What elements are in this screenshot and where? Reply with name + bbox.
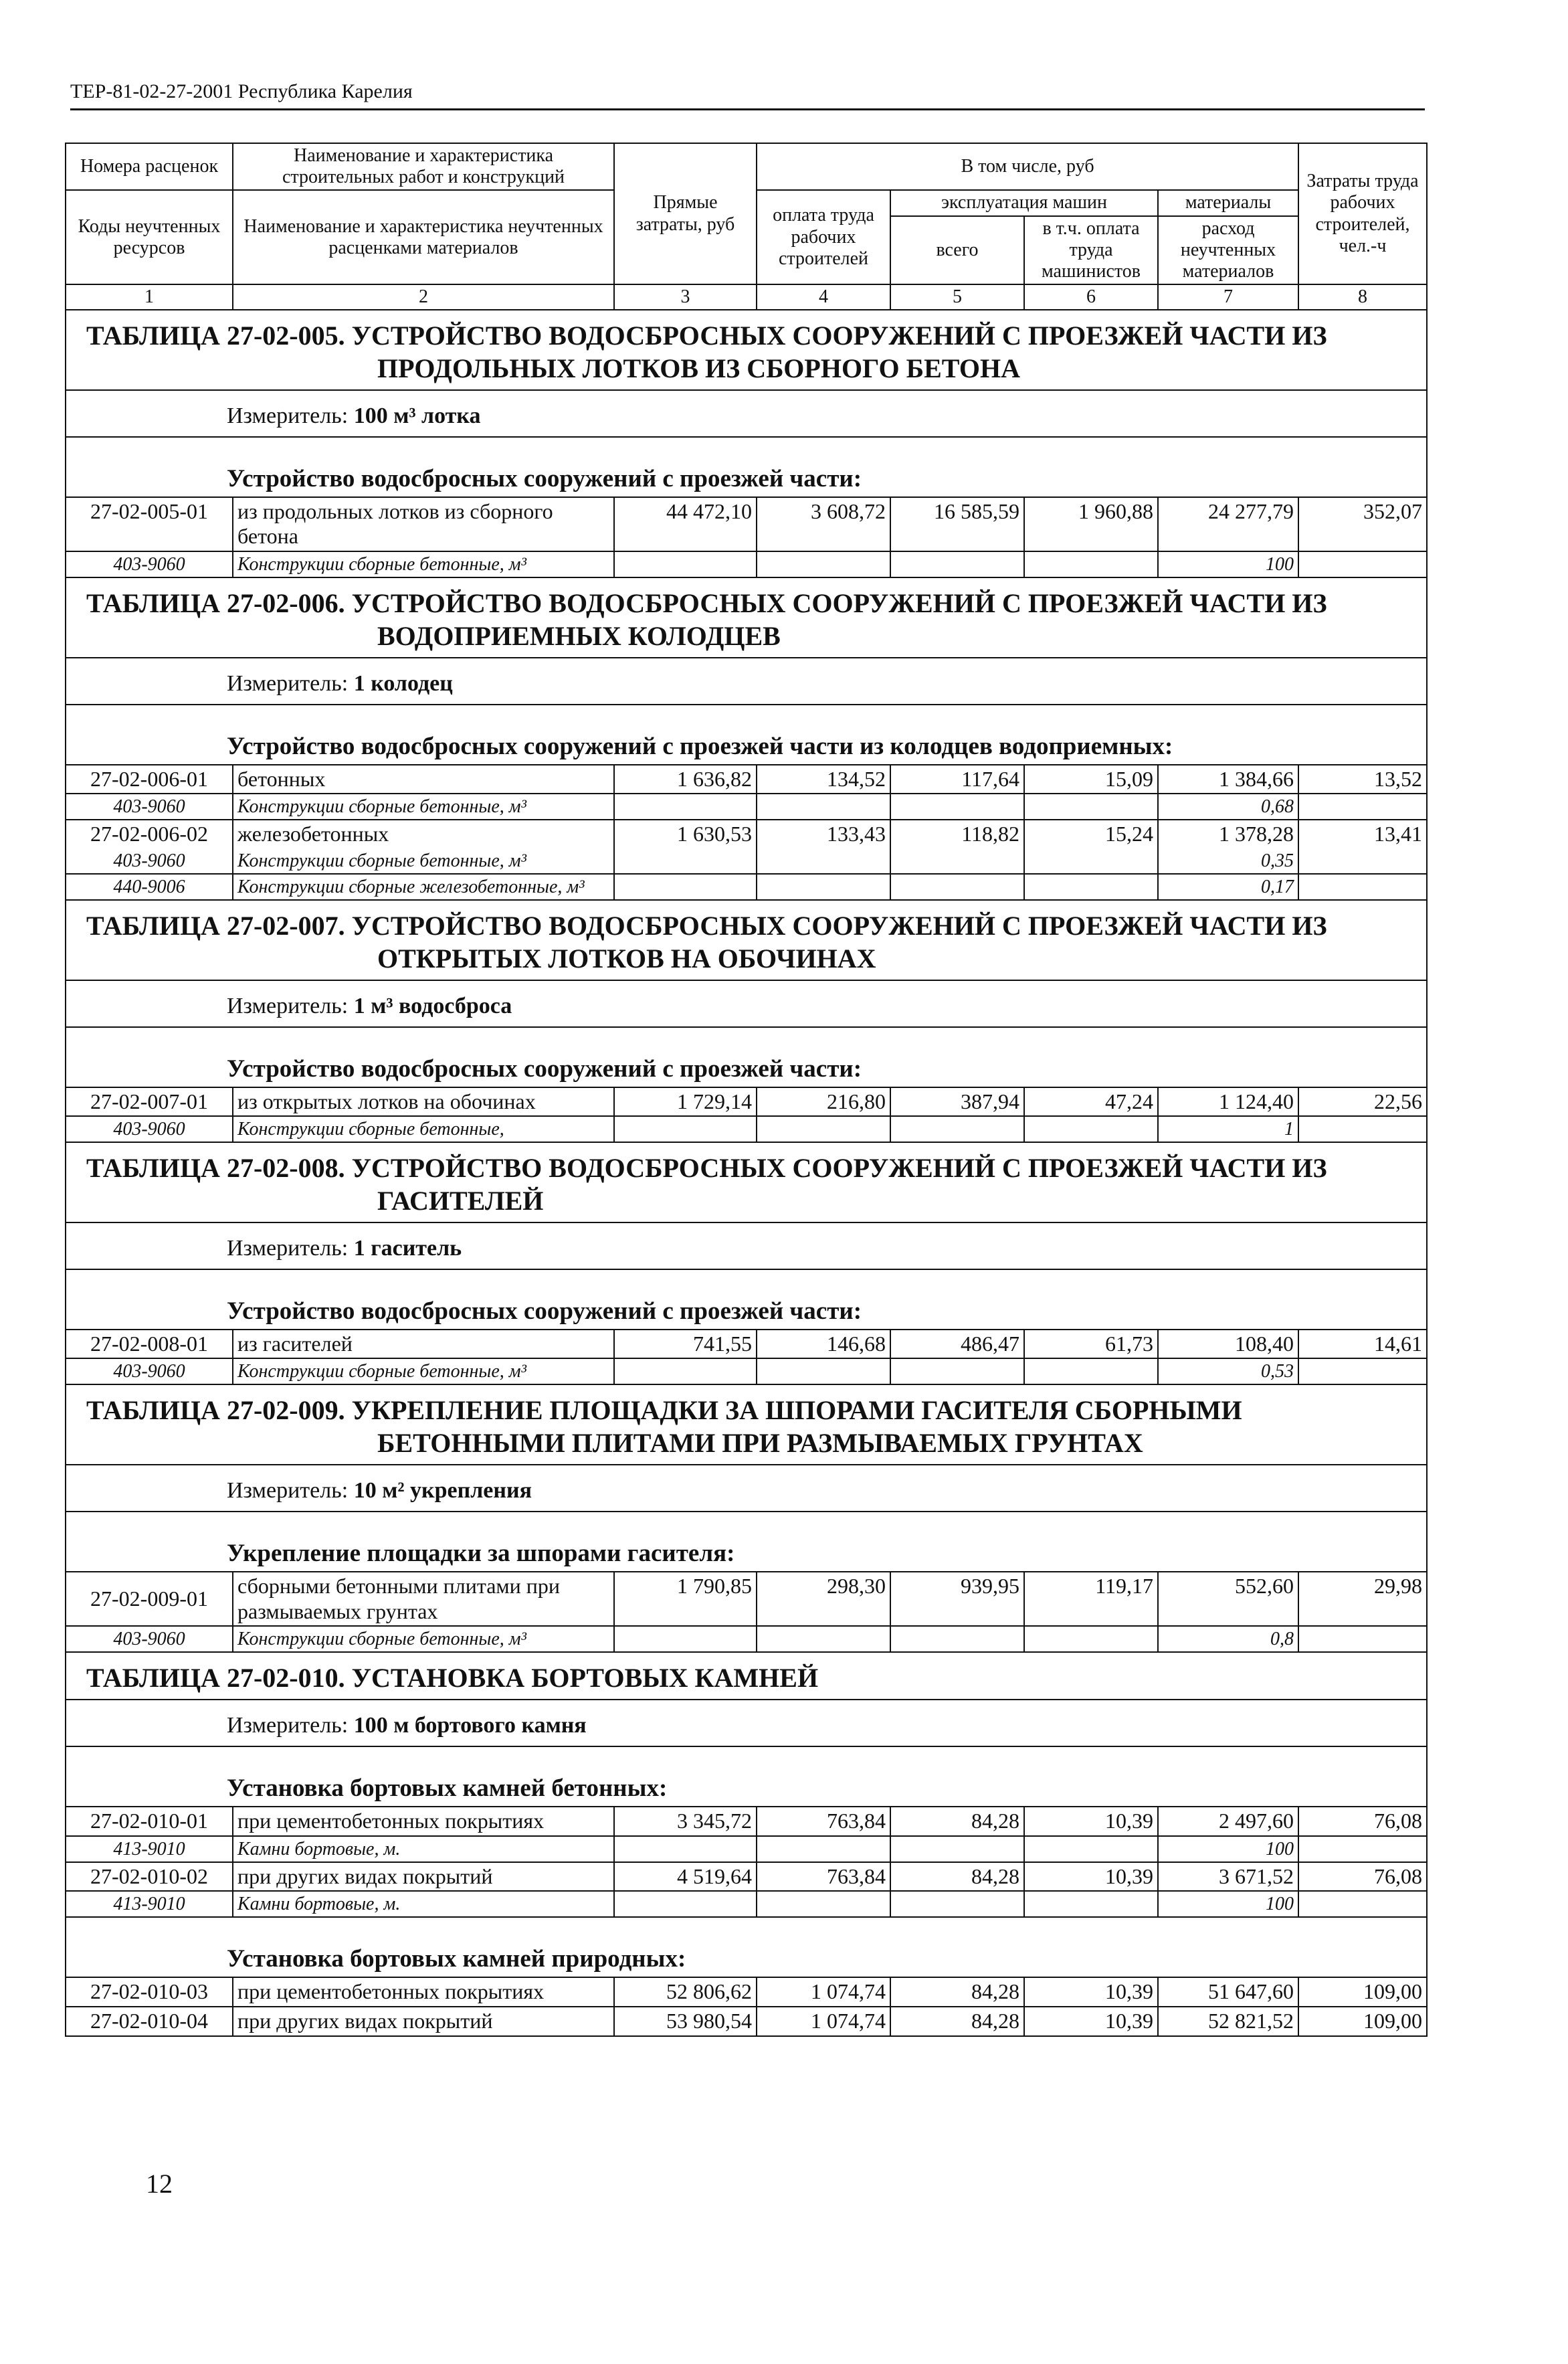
resource-usage: 100 [1158,1891,1298,1917]
rate-code: 27-02-010-01 [66,1807,233,1836]
measure-008: Измеритель: 1 гаситель [66,1222,1427,1269]
work-name: из гасителей [233,1330,614,1359]
direct-costs: 1 729,14 [614,1087,757,1117]
materials: 52 821,52 [1158,2007,1298,2036]
direct-costs: 44 472,10 [614,497,757,552]
section-title-008: ТАБЛИЦА 27-02-008. УСТРОЙСТВО ВОДОСБРОСНЫХ СООРУЖЕНИЙ С ПРОЕЗЖЕЙ ЧАСТИ ИЗ ГАСИТЕЛЕЙ [66,1142,1427,1222]
resource-usage: 0,53 [1158,1358,1298,1384]
resource-usage: 0,68 [1158,794,1298,820]
resource-usage: 0,8 [1158,1626,1298,1652]
table-row [66,2007,1427,2036]
machine-total: 486,47 [890,1330,1024,1359]
col-header-work-name: Наименование и характеристика строительных работ и конструкций [233,143,614,190]
measure-007: Измеритель: 1 м³ водосброса [66,980,1427,1027]
materials: 108,40 [1158,1330,1298,1359]
worker-pay: 216,80 [757,1087,890,1117]
column-number: 1 [66,284,233,310]
rate-code: 27-02-010-04 [66,2007,233,2036]
materials: 1 378,28 [1158,820,1298,848]
column-number: 7 [1158,284,1298,310]
worker-pay: 134,52 [757,765,890,794]
direct-costs: 4 519,64 [614,1862,757,1892]
section-title-005: ТАБЛИЦА 27-02-005. УСТРОЙСТВО ВОДОСБРОСНЫХ СООРУЖЕНИЙ С ПРОЕЗЖЕЙ ЧАСТИ ИЗ ПРОДОЛЬНЫХ ЛОТКОВ ИЗ СБОРНОГО БЕТОНА [66,310,1427,390]
rate-code: 27-02-008-01 [66,1330,233,1359]
group-title-010-concrete: Установка бортовых камней бетонных: [66,1746,1427,1807]
table-row [66,1862,1427,1892]
resource-code: 403-9060 [66,794,233,820]
measure-010: Измеритель: 100 м бортового камня [66,1700,1427,1746]
resource-row [66,848,1427,874]
column-number-row [66,284,1427,310]
operator-pay: 61,73 [1024,1330,1158,1359]
table-row [66,1087,1427,1117]
rate-code: 27-02-005-01 [66,497,233,552]
operator-pay: 10,39 [1024,2007,1158,2036]
direct-costs: 3 345,72 [614,1807,757,1836]
resource-code: 403-9060 [66,1116,233,1142]
machine-total: 939,95 [890,1572,1024,1627]
operator-pay: 10,39 [1024,1977,1158,2007]
worker-pay: 146,68 [757,1330,890,1359]
col-header-labor-costs: Затраты труда рабочих строителей, чел.-ч [1298,143,1427,284]
resource-name: Конструкции сборные бетонные, м³ [233,794,614,820]
page-number: 12 [146,2169,173,2199]
resource-code: 403-9060 [66,1358,233,1384]
labor-costs: 13,52 [1298,765,1427,794]
resource-usage: 0,17 [1158,874,1298,900]
materials: 1 384,66 [1158,765,1298,794]
work-name: при других видах покрытий [233,2007,614,2036]
column-number: 5 [890,284,1024,310]
work-name: сборными бетонными плитами при размываемых грунтах [233,1572,614,1627]
section-title-006: ТАБЛИЦА 27-02-006. УСТРОЙСТВО ВОДОСБРОСНЫХ СООРУЖЕНИЙ С ПРОЕЗЖЕЙ ЧАСТИ ИЗ ВОДОПРИЕМНЫХ КОЛОДЦЕВ [66,577,1427,658]
resource-name: Конструкции сборные бетонные, м³ [233,848,614,874]
materials: 2 497,60 [1158,1807,1298,1836]
resource-row [66,1116,1427,1142]
rate-code: 27-02-010-03 [66,1977,233,2007]
direct-costs: 1 636,82 [614,765,757,794]
labor-costs: 13,41 [1298,820,1427,848]
table-row [66,1977,1427,2007]
resource-row [66,1836,1427,1862]
direct-costs: 52 806,62 [614,1977,757,2007]
labor-costs: 109,00 [1298,2007,1427,2036]
col-header-material-usage: расход неучтенных материалов [1158,216,1298,285]
group-title-008: Устройство водосбросных сооружений с проезжей части: [66,1269,1427,1330]
resource-code: 403-9060 [66,848,233,874]
resource-name: Камни бортовые, м. [233,1836,614,1862]
labor-costs: 76,08 [1298,1807,1427,1836]
work-name: при цементобетонных покрытиях [233,1977,614,2007]
column-number: 8 [1298,284,1427,310]
worker-pay: 763,84 [757,1807,890,1836]
materials: 51 647,60 [1158,1977,1298,2007]
column-number: 2 [233,284,614,310]
machine-total: 16 585,59 [890,497,1024,552]
rate-code: 27-02-006-01 [66,765,233,794]
column-number: 6 [1024,284,1158,310]
column-number: 4 [757,284,890,310]
operator-pay: 10,39 [1024,1807,1158,1836]
col-header-direct-costs: Прямые затраты, руб [614,143,757,284]
col-header-machine-operation: эксплуатация машин [890,190,1158,215]
resource-code: 440-9006 [66,874,233,900]
machine-total: 387,94 [890,1087,1024,1117]
section-title-007: ТАБЛИЦА 27-02-007. УСТРОЙСТВО ВОДОСБРОСНЫХ СООРУЖЕНИЙ С ПРОЕЗЖЕЙ ЧАСТИ ИЗ ОТКРЫТЫХ ЛОТКОВ НА ОБОЧИНАХ [66,900,1427,980]
group-title-005: Устройство водосбросных сооружений с проезжей части: [66,437,1427,497]
work-name: бетонных [233,765,614,794]
worker-pay: 1 074,74 [757,2007,890,2036]
resource-row [66,794,1427,820]
section-title-010: ТАБЛИЦА 27-02-010. УСТАНОВКА БОРТОВЫХ КАМНЕЙ [66,1652,1427,1700]
worker-pay: 133,43 [757,820,890,848]
group-title-010-natural: Установка бортовых камней природных: [66,1917,1427,1977]
work-name: при других видах покрытий [233,1862,614,1892]
measure-005: Измеритель: 100 м³ лотка [66,390,1427,437]
materials: 3 671,52 [1158,1862,1298,1892]
group-title-007: Устройство водосбросных сооружений с проезжей части: [66,1027,1427,1087]
labor-costs: 109,00 [1298,1977,1427,2007]
resource-row [66,551,1427,577]
labor-costs: 352,07 [1298,497,1427,552]
labor-costs: 29,98 [1298,1572,1427,1627]
resource-code: 413-9010 [66,1836,233,1862]
resource-code: 413-9010 [66,1891,233,1917]
machine-total: 84,28 [890,2007,1024,2036]
col-header-materials: материалы [1158,190,1298,215]
table-row [66,497,1427,552]
work-name: железобетонных [233,820,614,848]
labor-costs: 14,61 [1298,1330,1427,1359]
col-header-including: В том числе, руб [757,143,1298,190]
col-header-worker-pay: оплата труда рабочих строителей [757,190,890,284]
col-header-resource-codes: Коды неучтенных ресурсов [66,190,233,284]
machine-total: 84,28 [890,1862,1024,1892]
operator-pay: 47,24 [1024,1087,1158,1117]
work-name: из открытых лотков на обочинах [233,1087,614,1117]
rate-code: 27-02-010-02 [66,1862,233,1892]
rates-table [65,143,1428,2037]
resource-name: Камни бортовые, м. [233,1891,614,1917]
table-header-row-1 [66,143,1427,190]
resource-usage: 100 [1158,1836,1298,1862]
direct-costs: 741,55 [614,1330,757,1359]
resource-usage: 1 [1158,1116,1298,1142]
direct-costs: 1 630,53 [614,820,757,848]
table-row [66,1807,1427,1836]
resource-row [66,1891,1427,1917]
materials: 1 124,40 [1158,1087,1298,1117]
resource-row [66,1358,1427,1384]
machine-total: 118,82 [890,820,1024,848]
rate-code: 27-02-009-01 [66,1572,233,1627]
operator-pay: 15,24 [1024,820,1158,848]
labor-costs: 76,08 [1298,1862,1427,1892]
group-title-009: Укрепление площадки за шпорами гасителя: [66,1512,1427,1572]
direct-costs: 1 790,85 [614,1572,757,1627]
resource-row [66,1626,1427,1652]
worker-pay: 763,84 [757,1862,890,1892]
column-number: 3 [614,284,757,310]
measure-006: Измеритель: 1 колодец [66,658,1427,705]
section-title-009: ТАБЛИЦА 27-02-009. УКРЕПЛЕНИЕ ПЛОЩАДКИ ЗА ШПОРАМИ ГАСИТЕЛЯ СБОРНЫМИ БЕТОННЫМИ ПЛИТАМИ ПРИ РАЗМЫВАЕМЫХ ГРУНТАХ [66,1384,1427,1465]
resource-usage: 100 [1158,551,1298,577]
col-header-operator-pay: в т.ч. оплата труда машинистов [1024,216,1158,285]
col-header-total: всего [890,216,1024,285]
resource-usage: 0,35 [1158,848,1298,874]
materials: 552,60 [1158,1572,1298,1627]
operator-pay: 15,09 [1024,765,1158,794]
page-header: ТЕР-81-02-27-2001 Республика Карелия [70,80,1425,110]
operator-pay: 1 960,88 [1024,497,1158,552]
rate-code: 27-02-006-02 [66,820,233,848]
worker-pay: 298,30 [757,1572,890,1627]
rate-code: 27-02-007-01 [66,1087,233,1117]
table-row [66,1572,1427,1627]
resource-name: Конструкции сборные бетонные, м³ [233,1626,614,1652]
machine-total: 117,64 [890,765,1024,794]
labor-costs: 22,56 [1298,1087,1427,1117]
machine-total: 84,28 [890,1807,1024,1836]
operator-pay: 10,39 [1024,1862,1158,1892]
resource-name: Конструкции сборные железобетонные, м³ [233,874,614,900]
resource-name: Конструкции сборные бетонные, м³ [233,1358,614,1384]
work-name: из продольных лотков из сборного бетона [233,497,614,552]
table-row [66,820,1427,848]
materials: 24 277,79 [1158,497,1298,552]
worker-pay: 3 608,72 [757,497,890,552]
table-row [66,1330,1427,1359]
col-header-material-name: Наименование и характеристика неучтенных расценками материалов [233,190,614,284]
col-header-rate-number: Номера расценок [66,143,233,190]
table-row [66,765,1427,794]
worker-pay: 1 074,74 [757,1977,890,2007]
resource-name: Конструкции сборные бетонные, м³ [233,551,614,577]
resource-name: Конструкции сборные бетонные, [233,1116,614,1142]
group-title-006: Устройство водосбросных сооружений с проезжей части из колодцев водоприемных: [66,705,1427,765]
work-name: при цементобетонных покрытиях [233,1807,614,1836]
machine-total: 84,28 [890,1977,1024,2007]
direct-costs: 53 980,54 [614,2007,757,2036]
resource-row [66,874,1427,900]
resource-code: 403-9060 [66,1626,233,1652]
resource-code: 403-9060 [66,551,233,577]
measure-009: Измеритель: 10 м² укрепления [66,1465,1427,1512]
operator-pay: 119,17 [1024,1572,1158,1627]
